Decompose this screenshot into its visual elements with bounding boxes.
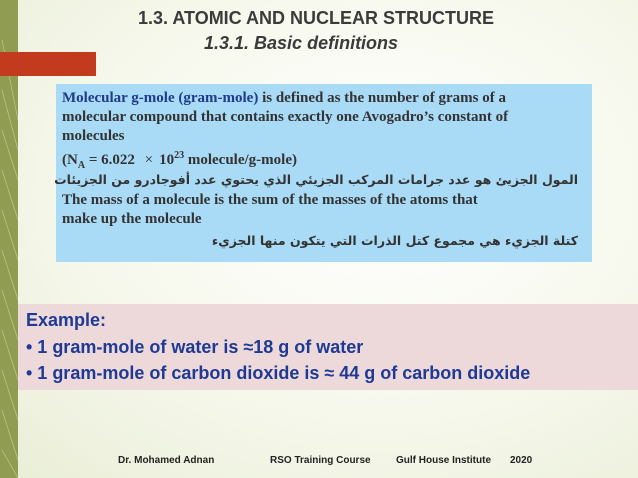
na-exponent: 23 <box>174 150 185 161</box>
arabic-mass: كتلة الجزيء هي مجموع كتل الذرات التي يتكون منها الجزيء <box>211 233 578 248</box>
na-open: (N <box>62 152 78 168</box>
footer-course: RSO Training Course <box>270 455 371 466</box>
definition-line-1-text: is defined as the number of grams of a <box>258 90 506 106</box>
footer-institute: Gulf House Institute <box>396 455 491 466</box>
na-unit: molecule/g-mole) <box>184 152 297 168</box>
slide-title: 1.3. ATOMIC AND NUCLEAR STRUCTURE <box>138 8 495 28</box>
na-equals: = 6.022 <box>85 152 135 168</box>
example-heading: Example: <box>26 310 107 330</box>
footer-year: 2020 <box>510 455 533 466</box>
na-subscript: A <box>77 160 86 171</box>
example-item: • 1 gram-mole of water is ≈18 g of water <box>26 337 364 357</box>
definition-term: Molecular g-mole (gram-mole) <box>62 90 259 106</box>
na-base: 10 <box>159 152 175 168</box>
mass-line-1: The mass of a molecule is the sum of the masses of the atoms that <box>62 192 478 208</box>
avogadro-constant <box>62 150 297 171</box>
definition-line-2: molecular compound that contains exactly one Avogadro’s constant of <box>62 109 509 125</box>
definition-line-1 <box>62 90 506 107</box>
times-symbol: × <box>144 152 154 168</box>
mass-line-2: make up the molecule <box>62 211 202 227</box>
footer-author: Dr. Mohamed Adnan <box>118 455 215 466</box>
definition-box <box>56 84 592 262</box>
slide-subtitle: 1.3.1. Basic definitions <box>204 33 399 53</box>
arabic-definition: المول الجزيئ هو عدد جرامات المركب الجزيئي الذي يحتوي عدد أفوجادرو من الجزيئات <box>54 172 578 187</box>
definition-line-3: molecules <box>62 128 125 144</box>
red-accent-tab <box>0 52 96 76</box>
example-item: • 1 gram-mole of carbon dioxide is ≈ 44 g of carbon dioxide <box>26 363 531 383</box>
example-box <box>18 304 638 390</box>
